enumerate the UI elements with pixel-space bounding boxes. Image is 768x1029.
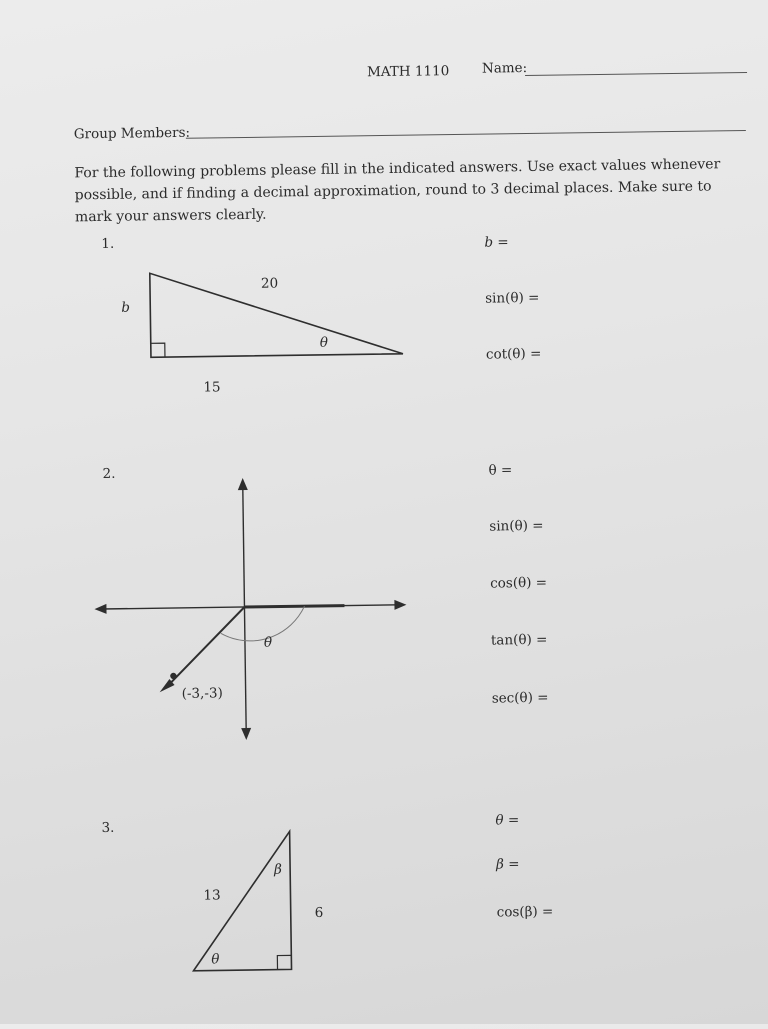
instructions-paragraph: For the following problems please fill in the indicated answers. Use exact values whenever possible, and if finding a decimal approximation, round to 3 decimal places. Make sure to mark your answers clearly. <box>74 156 721 226</box>
p1-answer-cot[interactable]: cot(θ) = <box>485 345 542 363</box>
triangle-1-label-base: 15 <box>203 379 221 396</box>
right-angle-marker-3 <box>277 955 291 969</box>
p2-answer-sin[interactable]: sin(θ) = <box>489 517 544 535</box>
group-members-label: Group Members: <box>73 124 191 143</box>
p2-answer-sec[interactable]: sec(θ) = <box>491 689 549 707</box>
point-label: (-3,-3) <box>181 685 223 702</box>
problem-1-number: 1. <box>101 235 115 252</box>
p2-answer-cos[interactable]: cos(θ) = <box>490 574 548 592</box>
p1-answer-b[interactable]: b = <box>484 234 509 251</box>
triangle-1-label-b: b <box>121 299 131 316</box>
axes-label-theta: θ <box>263 634 273 651</box>
triangle-3-label-beta: β <box>274 861 283 878</box>
p2-answer-theta[interactable]: θ = <box>488 462 513 479</box>
problem-2-number: 2. <box>102 465 116 482</box>
problem-3-number: 3. <box>101 819 115 837</box>
name-label: Name: <box>481 60 528 77</box>
triangle-3-label-hypotenuse: 13 <box>203 887 221 904</box>
triangle-1-label-theta: θ <box>319 334 329 351</box>
p3-answer-beta[interactable]: β = <box>495 856 520 873</box>
triangle-3-label-theta: θ <box>211 951 220 968</box>
course-title: MATH 1110 <box>366 63 450 81</box>
p3-answer-theta[interactable]: θ = <box>495 812 520 829</box>
p2-answer-tan[interactable]: tan(θ) = <box>490 631 548 649</box>
p3-answer-cos-beta[interactable]: cos(β) = <box>496 903 554 921</box>
triangle-3-label-side: 6 <box>314 904 324 922</box>
p1-answer-sin[interactable]: sin(θ) = <box>485 289 540 307</box>
triangle-1-label-hypotenuse: 20 <box>260 275 279 292</box>
